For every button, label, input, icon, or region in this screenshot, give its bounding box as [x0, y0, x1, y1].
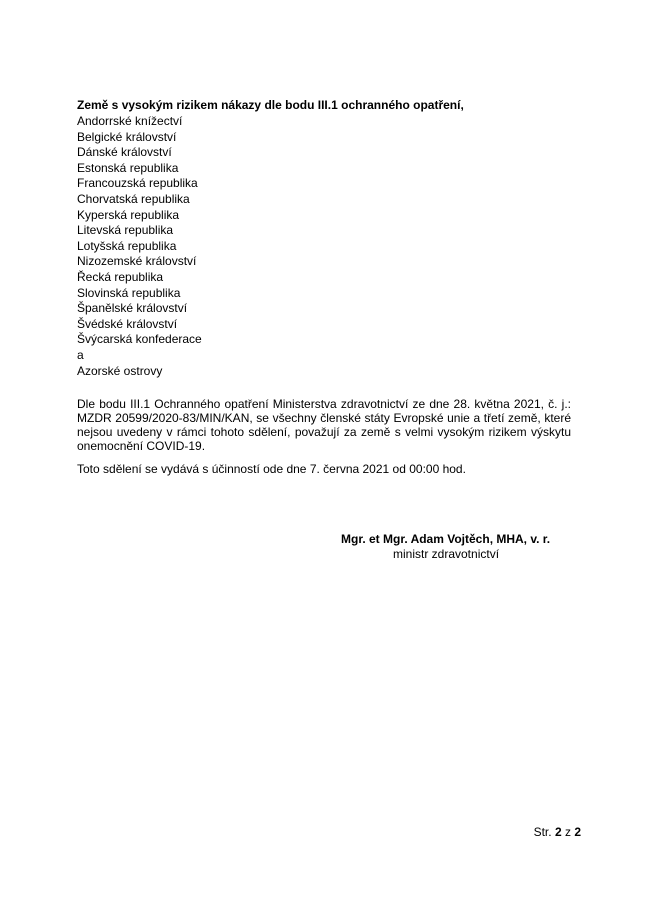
effective-date-paragraph: Toto sdělení se vydává s účinností ode dne 7. června 2021 od 00:00 hod.	[77, 462, 466, 476]
list-item: Azorské ostrovy	[77, 363, 163, 378]
list-item: Řecká republika	[77, 269, 164, 284]
list-item: Slovinská republika	[77, 285, 181, 300]
body-paragraph: Dle bodu III.1 Ochranného opatření Ministerstva zdravotnictví ze dne 28. května 2021, č. j.: MZDR 20599/2020-83/MIN/KAN, se všechny členské státy Evropské unie a třetí země, které nejsou uvedeny v rámci tohoto sdělení, považují za země s velmi vysokým rizikem výskytu onemocnění COVID-19.	[77, 397, 571, 453]
list-item: Kyperská republika	[77, 207, 180, 222]
list-item: Estonská republika	[77, 160, 179, 175]
signature-title: ministr zdravotnictví	[393, 547, 500, 561]
list-item: Andorrské knížectví	[77, 114, 183, 128]
list-item: Nizozemské království	[77, 254, 197, 269]
list-item: Švýcarská konfederace	[77, 332, 202, 347]
list-item: Francouzská republika	[77, 176, 198, 191]
page-number-current: 2	[554, 825, 562, 839]
list-item: Dánské království	[77, 145, 172, 160]
list-item: Litevská republika	[77, 223, 174, 238]
page-number-separator: z	[564, 825, 571, 839]
list-item: Švédské království	[77, 316, 178, 331]
page-number-prefix: Str.	[533, 825, 552, 839]
country-list	[77, 114, 202, 379]
page-number-total: 2	[574, 825, 581, 839]
list-item: Belgické království	[77, 129, 177, 144]
list-item: Chorvatská republika	[77, 191, 190, 206]
section-heading: Země s vysokým rizikem nákazy dle bodu III.1 ochranného opatření,	[77, 98, 464, 112]
page-number	[534, 825, 581, 839]
list-item: Lotyšská republika	[77, 238, 177, 253]
list-item: a	[77, 347, 84, 362]
signature-name: Mgr. et Mgr. Adam Vojtěch, MHA, v. r.	[341, 532, 551, 546]
list-item: Španělské království	[77, 301, 188, 316]
